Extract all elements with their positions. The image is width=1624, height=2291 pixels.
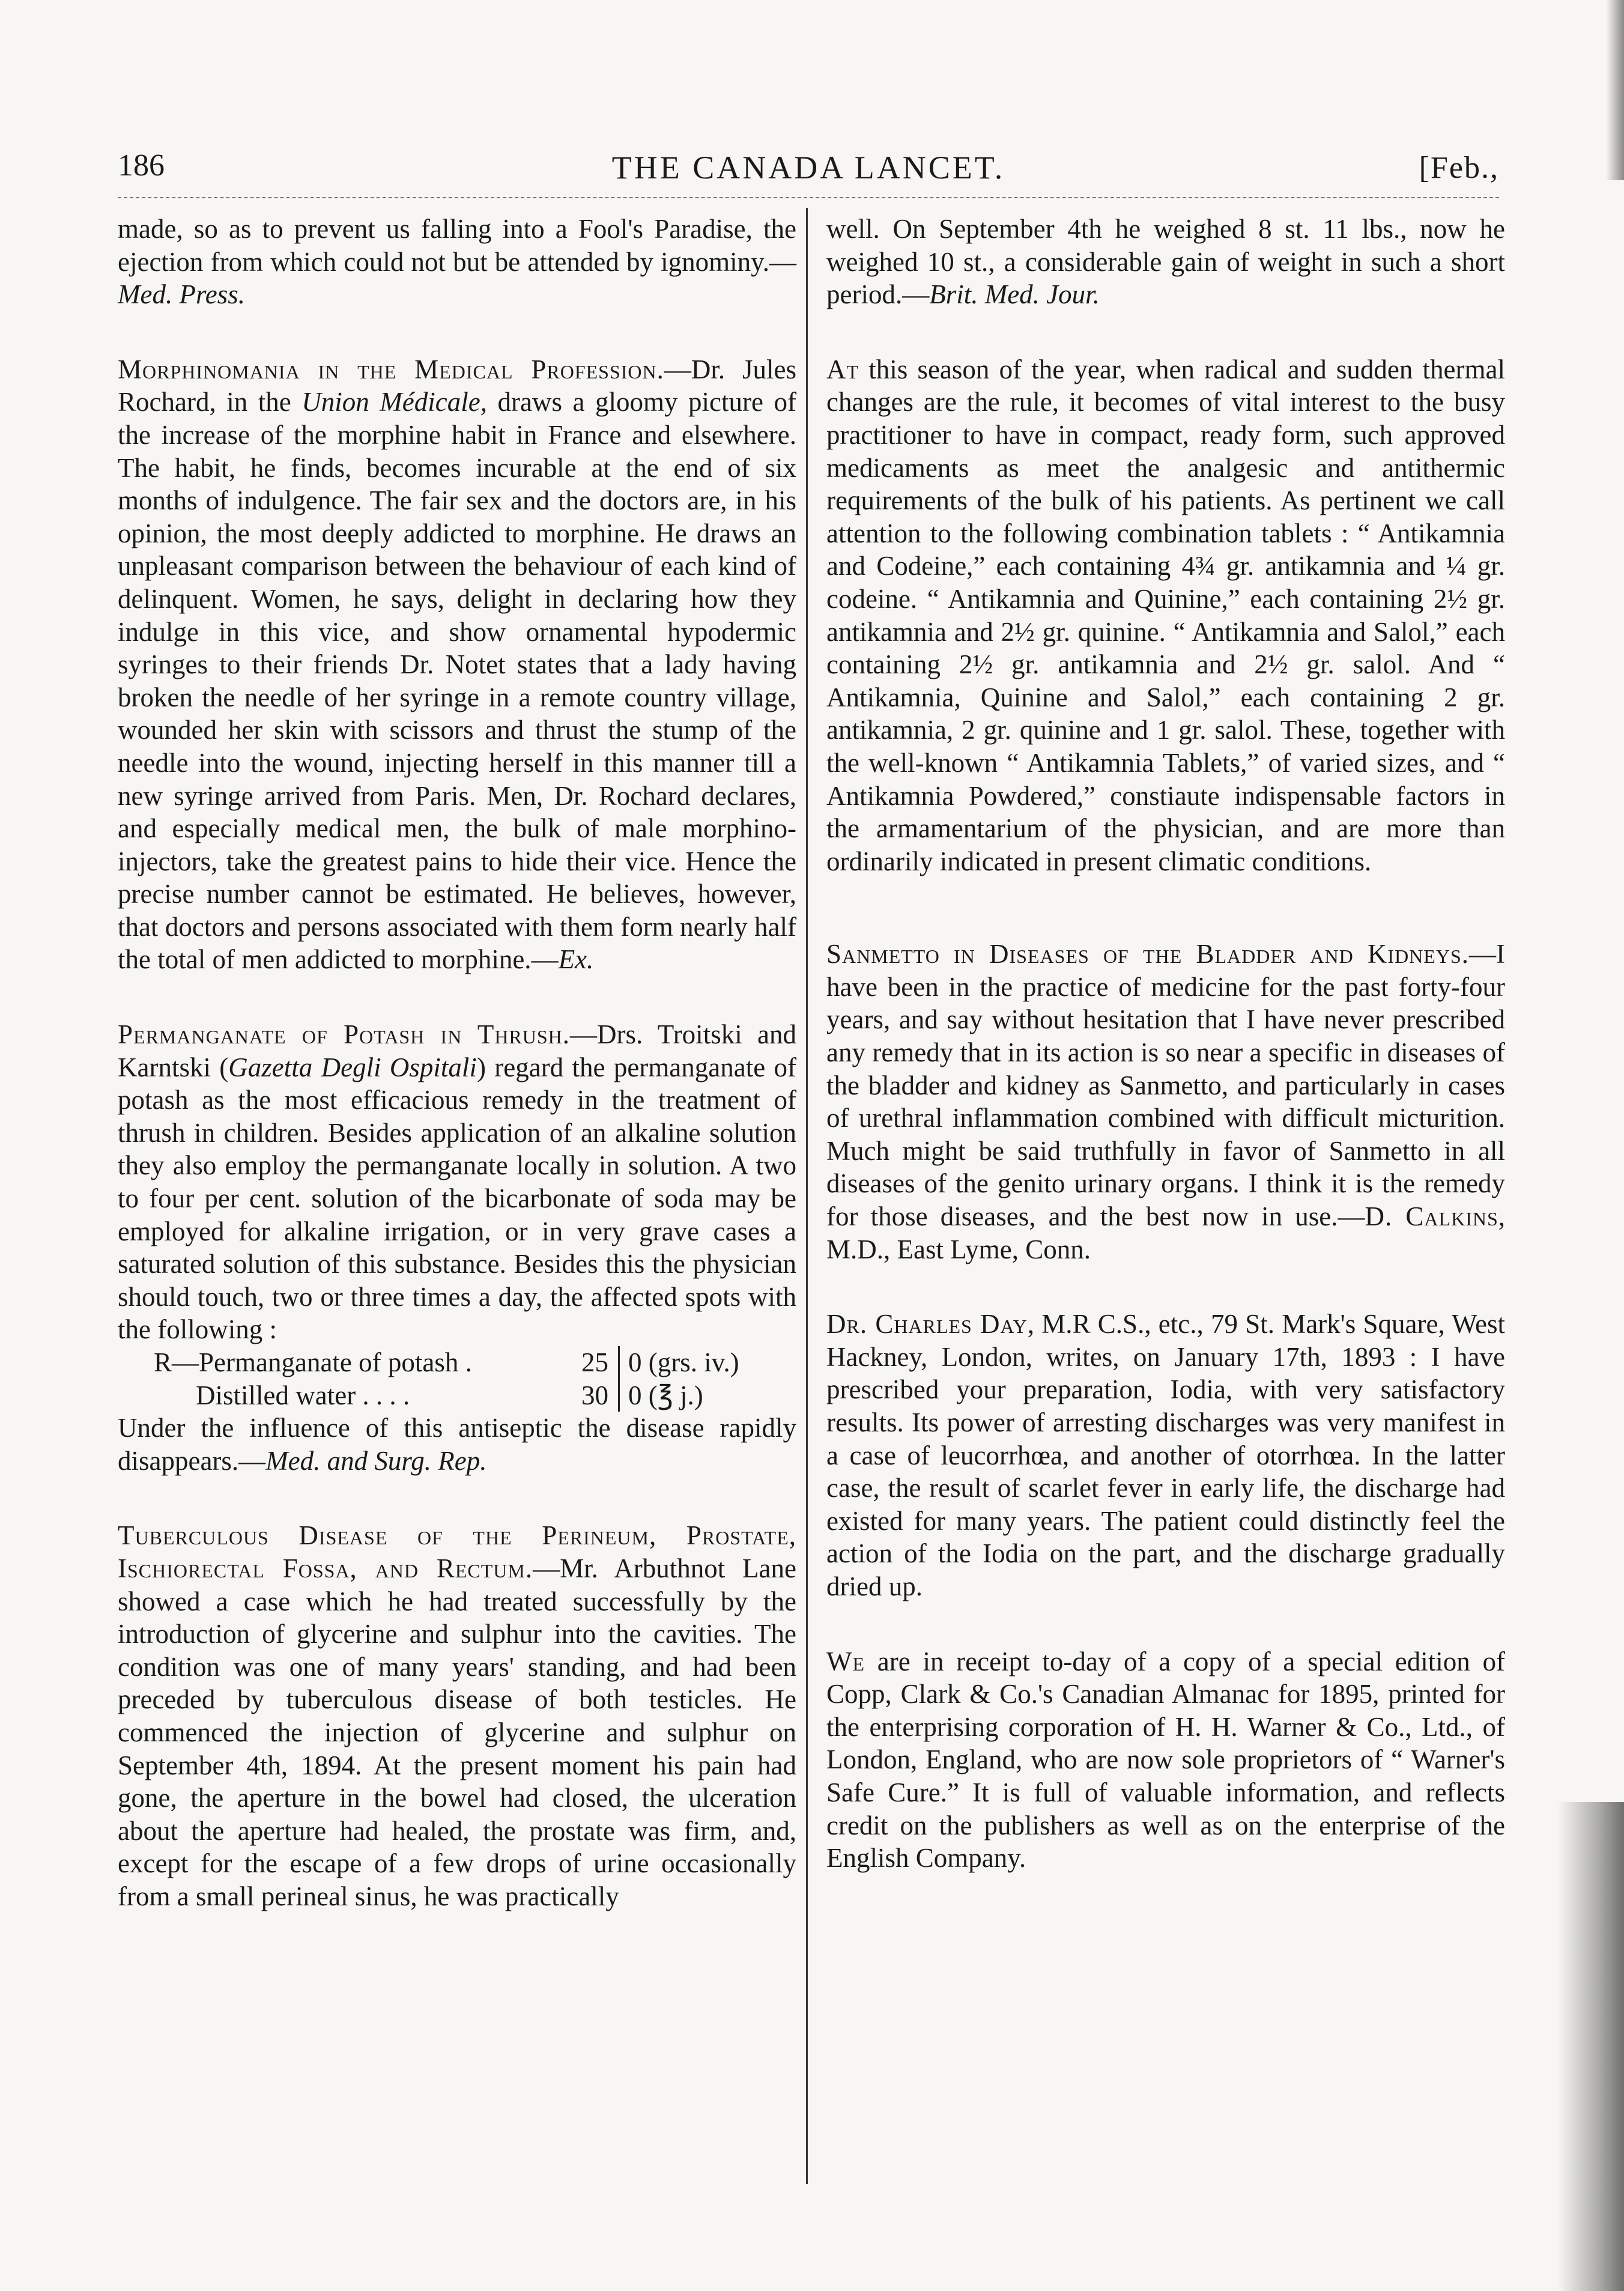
permanganate-body-3: Under the influence of this antiseptic the disease rapidly disappears.— — [118, 1413, 796, 1476]
almanac-lead: We — [826, 1646, 865, 1677]
almanac-body: are in receipt to-day of a copy of a special edition of Copp, Clark & Co.'s Canadian Almanac for 1895, printed for the enterprising corporation of H. H. Warner & Co., Ltd., of London, England, who are now sole proprietors of “ Warner's Safe Cure.” It is full of valuable information, and reflects credit on the publishers as well as on the enterprise of the English Company. — [826, 1646, 1505, 1874]
page-header — [118, 148, 1499, 196]
prescription-table — [118, 1346, 796, 1412]
sanmetto-body: —I have been in the practice of medicine for the past forty-four years, and say without hesitation that I have never prescribed any remedy that in its action is so near a specific in diseases of the bladder and kidney as Sanmetto, and particularly in cases of urethral inflammation combined with difficult micturition. Much might be said truthfully in favor of Sanmetto in all diseases of the genito urinary organs. I think it is the remedy for those diseases, and the best now in use.— — [826, 939, 1505, 1232]
tuberculous-title: Tuberculous Disease of the Perineum, Prostate, Ischiorectal Fossa, and Rectum. — [118, 1520, 796, 1583]
tuberculous-article — [118, 1519, 796, 1913]
prescription-quantity: 30 — [581, 1380, 608, 1410]
permanganate-title: Permanganate of Potash in Thrush. — [118, 1019, 571, 1050]
continuation-text: made, so as to prevent us falling into a Fool's Paradise, the ejection from which could not but be attended by ignominy.— — [118, 214, 796, 277]
prescription-drug: R—Permanganate of potash . — [154, 1347, 472, 1377]
scan-edge-shadow-top — [1606, 0, 1624, 180]
running-title: THE CANADA LANCET. — [611, 150, 1005, 186]
prescription-alt-quantity: 0 (℥ j.) — [619, 1379, 797, 1412]
morphinomania-source: Ex. — [558, 944, 594, 975]
right-column — [826, 213, 1505, 1875]
sanmetto-signer-rest: , M.D., East Lyme, Conn. — [826, 1201, 1506, 1264]
prescription-quantity: 25 — [581, 1347, 608, 1377]
iodia-body: , M.R C.S., etc., 79 St. Mark's Square, West Hackney, London, writes, on January 17th, 1893 : I have prescribed your preparation, Iodia, with very satisfactory results. Its power of arresting discharges was very manifest in a case of leucorrhœa, and another of otorrhœa. In the latter case, the result of scarlet fever in early life, the discharge had existed for many years. The patient could distinctly feel the action of the Iodia on the part, and the discharge gradually dried up. — [826, 1309, 1505, 1601]
continuation-source: Med. Press. — [118, 279, 246, 310]
antikamnia-lead: At — [826, 354, 859, 384]
tuberculous-continuation — [826, 213, 1505, 311]
morphinomania-title: Morphinomania in the Medical Profession. — [118, 354, 664, 384]
prescription-drug: Distilled water . . . . — [196, 1380, 410, 1410]
column-divider — [806, 208, 808, 2184]
prescription-alt-quantity: 0 (grs. iv.) — [619, 1346, 797, 1379]
morphinomania-body-1: —Dr. Jules Rochard, in the — [118, 354, 796, 417]
permanganate-body-1: —Drs. Troitski and Karntski ( — [118, 1019, 796, 1082]
page-number: 186 — [118, 148, 165, 183]
header-rule — [118, 197, 1499, 198]
issue-month: [Feb., — [1419, 151, 1499, 185]
sanmetto-article — [826, 938, 1505, 1266]
iodia-author: Dr. Charles Day — [826, 1309, 1028, 1340]
permanganate-conclusion — [118, 1412, 796, 1477]
tuberculous-body: —Mr. Arbuthnot Lane showed a case which he had treated successfully by the introduction of glycerine and sulphur into the cavities. The condition was one of many years' standing, and had been preceded by tuberculous disease of both testicles. He commenced the injection of glycerine and sulphur on September 4th, 1894. At the present moment his pain had gone, the aperture in the bowel had closed, the ulceration about the aperture had healed, the prostate was firm, and, except for the escape of a few drops of urine occasionally from a small perineal sinus, he was practically — [118, 1553, 796, 1911]
sanmetto-signer: D. Calkins — [1365, 1201, 1498, 1232]
morphinomania-journal: Union Médicale, — [301, 387, 487, 417]
permanganate-source: Med. and Surg. Rep. — [265, 1445, 487, 1476]
permanganate-body-2: ) regard the permanganate of potash as the most efficacious remedy in the treatment of thrush in children. Besides application of an alkaline solution they also employ the permanganate locally in solution. A two to four per cent. solution of the bicarbonate of soda may be employed for alkaline irrigation, or in very grave cases a saturated solution of this substance. Besides this the physician should touch, two or three times a day, the affected spots with the following : — [118, 1052, 796, 1345]
scan-edge-shadow — [1558, 1802, 1624, 2291]
tuberculous-source: Brit. Med. Jour. — [929, 279, 1100, 310]
left-column — [118, 213, 796, 1913]
iodia-article — [826, 1308, 1505, 1603]
prescription-row — [118, 1346, 796, 1379]
permanganate-article — [118, 1018, 796, 1346]
antikamnia-body: this season of the year, when radical and sudden thermal changes are the rule, it becomes of vital interest to the busy practitioner to have in compact, ready form, such approved medicaments as meet the analgesic and antithermic requirements of the bulk of his patients. As pertinent we call attention to the following combination tablets : “ Antikamnia and Codeine,” each containing 4¾ gr. antikamnia and ¼ gr. codeine. “ Antikamnia and Quinine,” each containing 2½ gr. antikamnia and 2½ gr. quinine. “ Antikamnia and Salol,” each containing 2½ gr. antikamnia and 2½ gr. salol. And “ Antikamnia, Quinine and Salol,” each containing 2 gr. antikamnia, 2 gr. quinine and 1 gr. salol. These, together with the well-known “ Antikamnia Tablets,” of varied sizes, and “ Antikamnia Powdered,” constiaute indispensable factors in the armamentarium of the physician, and are more than ordinarily indicated in present climatic conditions. — [826, 354, 1505, 876]
sanmetto-title: Sanmetto in Diseases of the Bladder and Kidneys. — [826, 939, 1469, 970]
almanac-article — [826, 1645, 1505, 1875]
tuberculous-cont-text: well. On September 4th he weighed 8 st. 11 lbs., now he weighed 10 st., a considerable gain of weight in such a short period.— — [826, 214, 1505, 310]
prescription-row — [118, 1379, 796, 1412]
morphinomania-body-2: draws a gloomy picture of the increase of the morphine habit in France and elsewhere. The habit, he finds, becomes incurable at the end of six months of indulgence. The fair sex and the doctors are, in his opinion, the most deeply addicted to morphine. He draws an unpleasant comparison between the behaviour of each kind of delinquent. Women, he says, delight in declaring how they indulge in this vice, and show ornamental hypodermic syringes to their friends Dr. Notet states that a lady having broken the needle of her syringe in a remote country village, wounded her skin with scissors and thrust the stump of the needle into the wound, injecting herself in this manner till a new syringe arrived from Paris. Men, Dr. Rochard declares, and especially medical men, the bulk of male morphino-injectors, take the greatest pains to hide their vice. Hence the precise number cannot be estimated. He believes, however, that doctors and persons associated with them form nearly half the total of men addicted to morphine.— — [118, 387, 796, 975]
permanganate-journal: Gazetta Degli Ospitali — [228, 1052, 477, 1082]
antikamnia-article — [826, 353, 1505, 878]
continuation-paragraph — [118, 213, 796, 311]
morphinomania-article — [118, 353, 796, 976]
